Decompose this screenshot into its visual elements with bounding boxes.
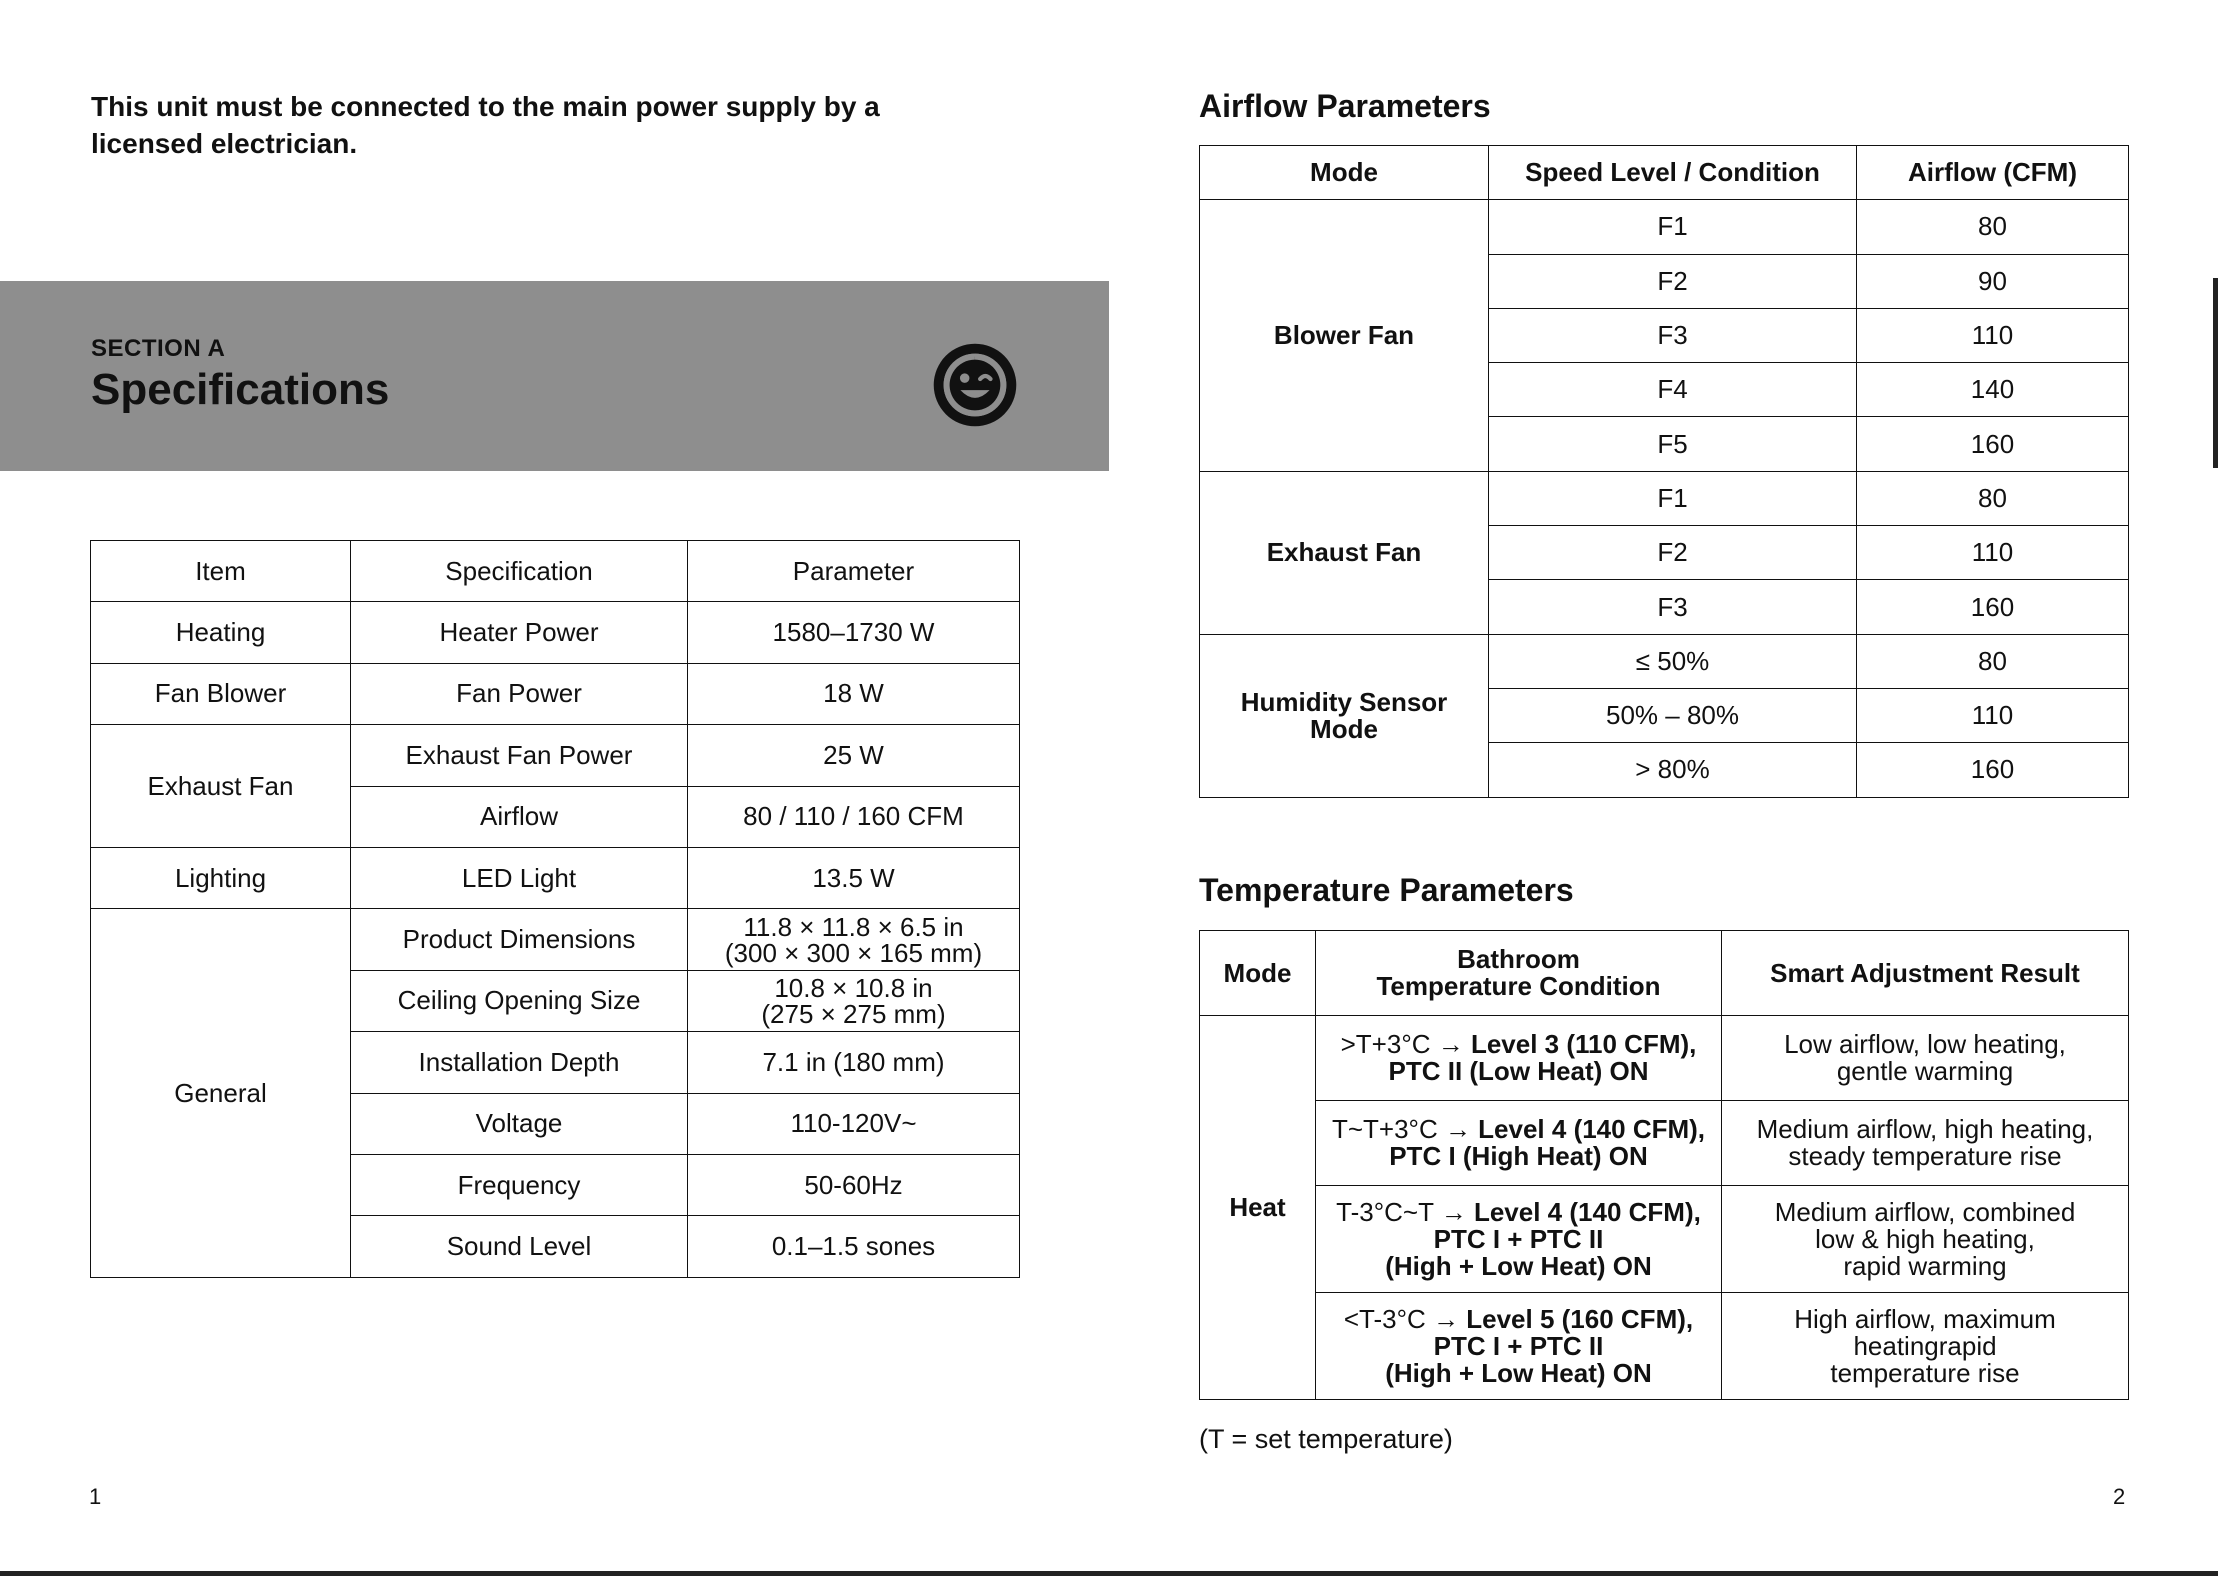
speed-cell: F1 xyxy=(1489,200,1857,254)
table-row xyxy=(1200,1101,2129,1186)
result-line-2: gentle warming xyxy=(1836,1056,2014,1086)
header-parameter: Parameter xyxy=(688,541,1020,602)
spec-cell: Sound Level xyxy=(351,1216,688,1277)
spec-cell: Installation Depth xyxy=(351,1032,688,1093)
table-row xyxy=(1200,471,2129,525)
speed-cell: F4 xyxy=(1489,363,1857,417)
header-line-2: Temperature Condition xyxy=(1376,971,1661,1001)
item-exhaust-fan: Exhaust Fan xyxy=(91,725,351,848)
param-cell: 13.5 W xyxy=(688,847,1020,908)
header-mode: Mode xyxy=(1200,931,1316,1016)
page-number-right: 2 xyxy=(2113,1484,2126,1509)
temperature-header-row xyxy=(1200,931,2129,1016)
cond-prefix: T-3°C~T → xyxy=(1336,1196,1474,1227)
table-row xyxy=(1200,634,2129,688)
cfm-cell: 140 xyxy=(1857,363,2129,417)
param-line-2: (275 × 275 mm) xyxy=(761,998,946,1029)
header-speed-level: Speed Level / Condition xyxy=(1489,146,1857,200)
cond-ptc: PTC I (High Heat) ON xyxy=(1389,1141,1648,1171)
result-line-3: rapid warming xyxy=(1843,1250,2007,1281)
cfm-cell: 110 xyxy=(1857,308,2129,362)
speed-cell: F3 xyxy=(1489,308,1857,362)
item-lighting: Lighting xyxy=(91,847,351,908)
condition-cell: 50% – 80% xyxy=(1489,688,1857,742)
spec-cell: Voltage xyxy=(351,1093,688,1154)
page-number-left: 1 xyxy=(89,1484,102,1509)
speed-cell: F2 xyxy=(1489,254,1857,308)
cfm-cell: 80 xyxy=(1857,471,2129,525)
section-kicker: SECTION A xyxy=(91,335,226,362)
cond-level: Level 3 (110 CFM), xyxy=(1470,1029,1697,1059)
temperature-title: Temperature Parameters xyxy=(1199,872,1574,908)
spec-cell: Fan Power xyxy=(351,663,688,724)
mode-exhaust-fan: Exhaust Fan xyxy=(1200,471,1489,634)
wink-face-icon xyxy=(932,342,1018,428)
spec-header-row xyxy=(91,541,1020,602)
spec-cell: LED Light xyxy=(351,847,688,908)
cond-level: Level 4 (140 CFM), xyxy=(1473,1196,1701,1227)
result-cell xyxy=(1722,1016,2129,1101)
bottom-rule xyxy=(0,1571,2218,1576)
header-bathroom-condition xyxy=(1316,931,1722,1016)
param-line-2: (300 × 300 × 165 mm) xyxy=(724,937,983,968)
result-line-1: Medium airflow, high heating, xyxy=(1756,1114,2094,1144)
header-specification: Specification xyxy=(351,541,688,602)
param-cell: 18 W xyxy=(688,663,1020,724)
temperature-footnote: (T = set temperature) xyxy=(1199,1424,1453,1454)
cfm-cell: 160 xyxy=(1857,417,2129,471)
param-cell: 80 / 110 / 160 CFM xyxy=(688,786,1020,847)
result-line-3: temperature rise xyxy=(1830,1357,2020,1388)
mode-line-2: Mode xyxy=(1310,713,1378,744)
cfm-cell: 80 xyxy=(1857,200,2129,254)
cond-level: Level 5 (160 CFM), xyxy=(1466,1303,1694,1334)
table-row xyxy=(91,663,1020,724)
header-airflow: Airflow (CFM) xyxy=(1857,146,2129,200)
airflow-title: Airflow Parameters xyxy=(1199,88,1491,124)
condition-cell: > 80% xyxy=(1489,743,1857,797)
result-cell xyxy=(1722,1293,2129,1400)
table-row xyxy=(91,847,1020,908)
result-line-2: steady temperature rise xyxy=(1788,1141,2062,1171)
result-line-1: Medium airflow, combined xyxy=(1774,1196,2076,1227)
header-smart-adjustment: Smart Adjustment Result xyxy=(1722,931,2129,1016)
cond-heat-state: (High + Low Heat) ON xyxy=(1385,1357,1652,1388)
cond-ptc: PTC II (Low Heat) ON xyxy=(1388,1056,1649,1086)
page-edge-mark xyxy=(2213,278,2218,468)
param-line-1: 10.8 × 10.8 in xyxy=(774,972,933,1003)
table-row xyxy=(1200,1186,2129,1293)
item-general: General xyxy=(91,909,351,1277)
table-row xyxy=(1200,1016,2129,1101)
condition-cell xyxy=(1316,1101,1722,1186)
speed-cell: F5 xyxy=(1489,417,1857,471)
cond-prefix: >T+3°C → xyxy=(1340,1029,1471,1059)
table-row xyxy=(91,909,1020,970)
spec-cell: Heater Power xyxy=(351,602,688,663)
spec-cell: Product Dimensions xyxy=(351,909,688,970)
cond-level: Level 4 (140 CFM), xyxy=(1478,1114,1706,1144)
mode-humidity-sensor xyxy=(1200,634,1489,797)
cond-ptc: PTC I + PTC II xyxy=(1433,1330,1604,1361)
condition-cell xyxy=(1316,1186,1722,1293)
header-line-1: Bathroom xyxy=(1457,944,1580,974)
param-line-1: 11.8 × 11.8 × 6.5 in xyxy=(743,911,964,942)
airflow-header-row xyxy=(1200,146,2129,200)
param-cell: 110-120V~ xyxy=(688,1093,1020,1154)
section-title: Specifications xyxy=(91,365,390,414)
cond-ptc: PTC I + PTC II xyxy=(1433,1223,1604,1254)
header-mode: Mode xyxy=(1200,146,1489,200)
spec-cell: Ceiling Opening Size xyxy=(351,970,688,1031)
result-cell xyxy=(1722,1186,2129,1293)
spec-cell: Frequency xyxy=(351,1154,688,1215)
speed-cell: F3 xyxy=(1489,580,1857,634)
param-cell xyxy=(688,909,1020,970)
cond-heat-state: (High + Low Heat) ON xyxy=(1385,1250,1652,1281)
result-cell xyxy=(1722,1101,2129,1186)
item-heating: Heating xyxy=(91,602,351,663)
cond-prefix: T~T+3°C → xyxy=(1331,1114,1479,1144)
param-cell: 7.1 in (180 mm) xyxy=(688,1032,1020,1093)
speed-cell: F1 xyxy=(1489,471,1857,525)
cfm-cell: 80 xyxy=(1857,634,2129,688)
param-cell xyxy=(688,970,1020,1031)
param-cell: 0.1–1.5 sones xyxy=(688,1216,1020,1277)
result-line-2: heatingrapid xyxy=(1853,1330,1997,1361)
speed-cell: F2 xyxy=(1489,526,1857,580)
table-row xyxy=(1200,1293,2129,1400)
condition-cell: ≤ 50% xyxy=(1489,634,1857,688)
spec-cell: Airflow xyxy=(351,786,688,847)
cfm-cell: 160 xyxy=(1857,743,2129,797)
electrician-notice xyxy=(91,88,991,162)
param-cell: 25 W xyxy=(688,725,1020,786)
table-row xyxy=(91,602,1020,663)
spec-cell: Exhaust Fan Power xyxy=(351,725,688,786)
temperature-table xyxy=(1199,930,2129,1400)
mode-heat: Heat xyxy=(1200,1016,1316,1400)
item-fan-blower: Fan Blower xyxy=(91,663,351,724)
cfm-cell: 110 xyxy=(1857,526,2129,580)
mode-line-1: Humidity Sensor xyxy=(1240,686,1448,717)
param-cell: 50-60Hz xyxy=(688,1154,1020,1215)
mode-blower-fan: Blower Fan xyxy=(1200,200,1489,471)
notice-line-1: This unit must be connected to the main power supply by a xyxy=(91,91,880,122)
airflow-table xyxy=(1199,145,2129,798)
specifications-table xyxy=(90,540,1020,1278)
cond-prefix: <T-3°C → xyxy=(1343,1303,1467,1334)
table-row xyxy=(91,725,1020,786)
cfm-cell: 160 xyxy=(1857,580,2129,634)
notice-line-2: licensed electrician. xyxy=(91,128,358,159)
cfm-cell: 90 xyxy=(1857,254,2129,308)
result-line-2: low & high heating, xyxy=(1815,1223,2035,1254)
cfm-cell: 110 xyxy=(1857,688,2129,742)
result-line-1: High airflow, maximum xyxy=(1794,1303,2056,1334)
condition-cell xyxy=(1316,1016,1722,1101)
condition-cell xyxy=(1316,1293,1722,1400)
param-cell: 1580–1730 W xyxy=(688,602,1020,663)
header-item: Item xyxy=(91,541,351,602)
result-line-1: Low airflow, low heating, xyxy=(1784,1029,2066,1059)
table-row xyxy=(1200,200,2129,254)
